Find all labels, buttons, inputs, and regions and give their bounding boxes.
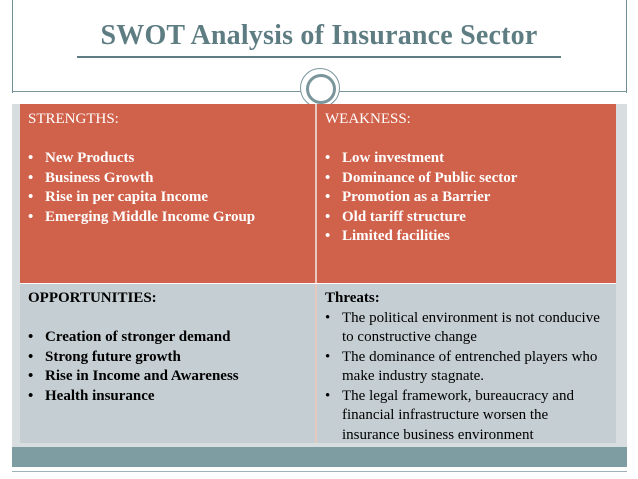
strengths-cell bbox=[20, 104, 315, 283]
strength-item: • Emerging Middle Income Group bbox=[28, 208, 307, 228]
strengths-heading: STRENGTHS: bbox=[28, 111, 119, 127]
footer-accent-bar bbox=[12, 447, 627, 467]
title-underline bbox=[77, 56, 561, 58]
strengths-list bbox=[28, 149, 307, 227]
threats-heading: Threats: bbox=[325, 290, 380, 306]
threats-cell bbox=[317, 283, 616, 443]
opportunities-list bbox=[28, 328, 307, 406]
weakness-item: • Old tariff structure bbox=[325, 208, 608, 228]
weakness-item: • Dominance of Public sector bbox=[325, 169, 608, 189]
opportunity-item: • Health insurance bbox=[28, 387, 307, 407]
strength-item: • Rise in per capita Income bbox=[28, 188, 307, 208]
slide-title: SWOT Analysis of Insurance Sector bbox=[100, 20, 538, 51]
strength-item: • New Products bbox=[28, 149, 307, 169]
threat-item: • The dominance of entrenched players who make industry stagnate. bbox=[325, 348, 608, 387]
threats-list bbox=[325, 309, 608, 446]
threat-item: • The legal framework, bureaucracy and financial infrastructure worsen the insurance business environment bbox=[325, 387, 608, 446]
footer-rule bbox=[12, 471, 627, 472]
threat-item: • The political environment is not conducive to constructive change bbox=[325, 309, 608, 348]
opportunity-item: • Rise in Income and Awareness bbox=[28, 367, 307, 387]
quadrant-vertical-separator bbox=[315, 104, 317, 443]
strength-item: • Business Growth bbox=[28, 169, 307, 189]
quadrant-horizontal-separator bbox=[20, 283, 616, 284]
opportunities-cell bbox=[20, 283, 315, 443]
divider-circle-ring bbox=[306, 74, 336, 104]
weakness-item: • Promotion as a Barrier bbox=[325, 188, 608, 208]
weakness-list bbox=[325, 149, 608, 247]
opportunities-heading: OPPORTUNITIES: bbox=[28, 290, 157, 306]
weakness-item: • Low investment bbox=[325, 149, 608, 169]
opportunity-item: • Creation of stronger demand bbox=[28, 328, 307, 348]
weakness-item: • Limited facilities bbox=[325, 227, 608, 247]
opportunity-item: • Strong future growth bbox=[28, 348, 307, 368]
weakness-heading: WEAKNESS: bbox=[325, 111, 411, 127]
weakness-cell bbox=[317, 104, 616, 283]
